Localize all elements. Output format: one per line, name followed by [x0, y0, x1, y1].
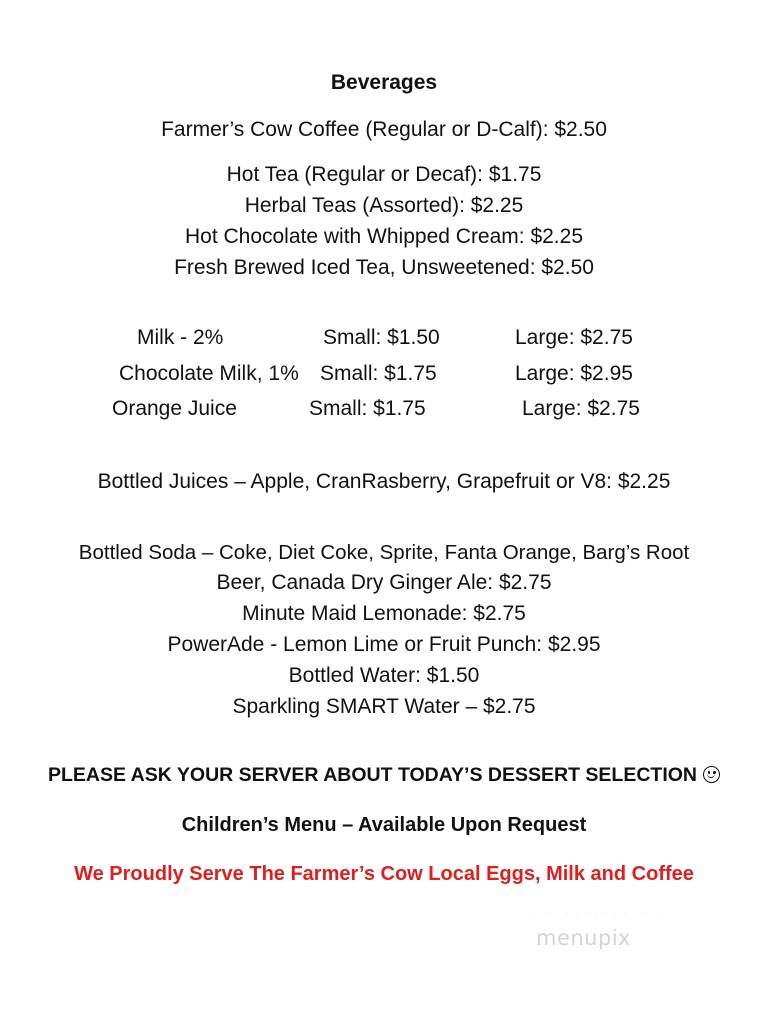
- menu-item-hot-chocolate: Hot Chocolate with Whipped Cream: $2.25: [184, 225, 584, 248]
- menu-item-hot-tea: Hot Tea (Regular or Decaf): $1.75: [226, 163, 542, 186]
- local-produce-notice: We Proudly Serve The Farmer’s Cow Local Eggs, Milk and Coffee: [74, 863, 694, 885]
- menu-item-soda-line1: Bottled Soda – Coke, Diet Coke, Sprite, Fanta Orange, Barg’s Root: [78, 541, 690, 564]
- menu-item-powerade: PowerAde - Lemon Lime or Fruit Punch: $2.95: [167, 633, 601, 656]
- menu-item-soda-line2: Beer, Canada Dry Ginger Ale: $2.75: [216, 571, 552, 594]
- page-title: Beverages: [330, 71, 438, 94]
- childrens-menu-notice: Children’s Menu – Available Upon Request: [181, 814, 587, 836]
- sized-item-name: Milk - 2%: [137, 326, 224, 349]
- menu-item-coffee: Farmer’s Cow Coffee (Regular or D-Calf): $2.50: [161, 118, 607, 141]
- dessert-notice-text: PLEASE ASK YOUR SERVER ABOUT TODAY’S DESSERT SELECTION: [47, 764, 698, 786]
- watermark-dots: · · · · · · · · · · · · · · ·: [528, 908, 666, 918]
- sized-item-small-price: Small: $1.50: [323, 326, 440, 349]
- sized-item-small-price: Small: $1.75: [320, 362, 437, 385]
- menu-item-bottled-juices: Bottled Juices – Apple, CranRasberry, Grapefruit or V8: $2.25: [97, 470, 671, 493]
- sized-item-large-price: Large: $2.75: [515, 326, 633, 349]
- menu-item-bottled-water: Bottled Water: $1.50: [288, 664, 480, 687]
- menu-item-lemonade: Minute Maid Lemonade: $2.75: [242, 602, 526, 625]
- sized-item-name: Orange Juice: [112, 397, 237, 420]
- sized-item-large-price: Large: $2.95: [515, 362, 633, 385]
- sized-item-small-price: Small: $1.75: [309, 397, 426, 420]
- sized-item-large-price: Large: $2.75: [522, 397, 640, 420]
- smiley-icon: [703, 766, 720, 783]
- sized-item-name: Chocolate Milk, 1%: [119, 362, 299, 385]
- dessert-notice: [0, 762, 768, 788]
- menu-item-smart-water: Sparkling SMART Water – $2.75: [232, 695, 536, 718]
- watermark-logo: menupix: [536, 926, 632, 950]
- menu-item-iced-tea: Fresh Brewed Iced Tea, Unsweetened: $2.50: [174, 256, 594, 279]
- menu-item-herbal-teas: Herbal Teas (Assorted): $2.25: [244, 194, 524, 217]
